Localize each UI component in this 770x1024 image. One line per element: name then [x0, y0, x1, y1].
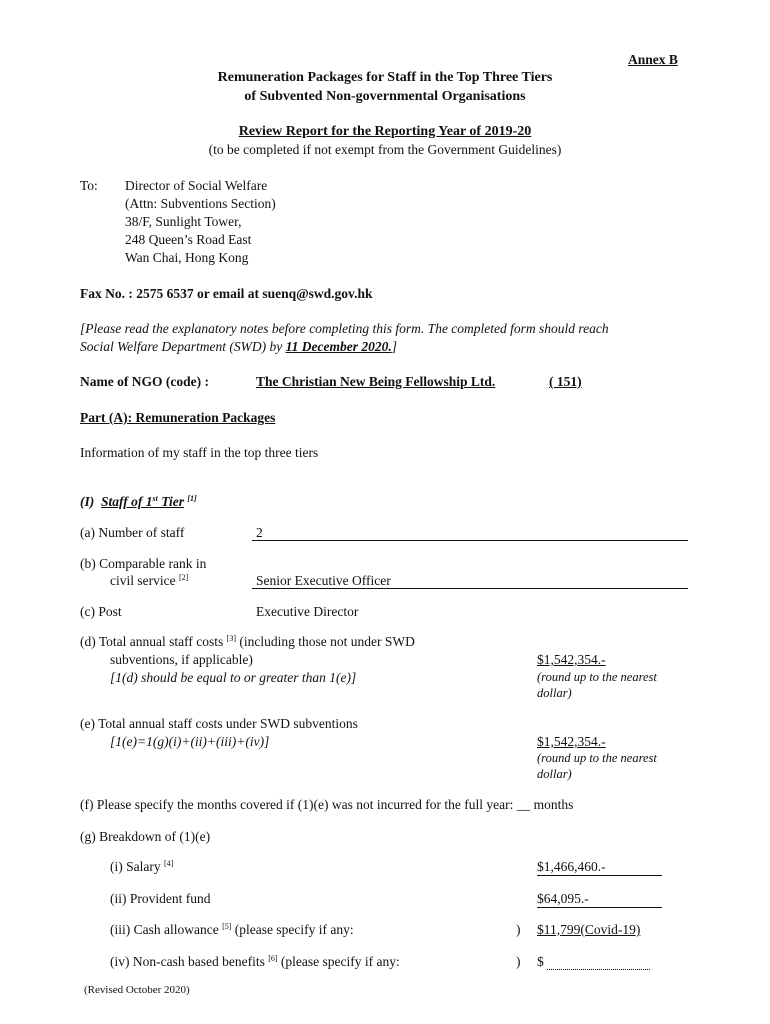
field-d-label-2: subventions, if applicable)	[110, 652, 253, 667]
tier-heading	[80, 494, 197, 510]
address-line: 248 Queen’s Road East	[125, 232, 252, 247]
field-g-iii-label-a: (iii) Cash allowance	[110, 922, 223, 937]
address-line: 38/F, Sunlight Tower,	[125, 214, 242, 229]
footnote-ref: [5]	[222, 922, 232, 931]
field-d-label-3: [1(d) should be equal to or greater than 1(e)]	[110, 670, 357, 685]
tier-title-sup: st	[152, 494, 158, 503]
tier-title	[101, 494, 184, 509]
field-g-i-value: $1,466,460.-	[537, 859, 606, 874]
info-text: Information of my staff in the top three tiers	[80, 445, 319, 460]
address-line: (Attn: Subventions Section)	[125, 196, 276, 211]
footnote-ref: [2]	[178, 573, 189, 582]
footnote-ref: [3]	[226, 634, 236, 643]
field-e-hint-1: (round up to the nearest	[537, 751, 657, 765]
field-e-value: $1,542,354.-	[537, 734, 606, 749]
field-d-value: $1,542,354.-	[537, 652, 606, 667]
instructions-line-2	[80, 339, 397, 355]
field-a-label: (a) Number of staff	[80, 525, 185, 540]
field-e-hint-2: dollar)	[537, 767, 572, 781]
field-g-iv-label-a: (iv) Non-cash based benefits	[110, 954, 269, 969]
instructions-suffix: ]	[391, 339, 397, 354]
ngo-code: ( 151)	[549, 374, 582, 389]
address-line: Director of Social Welfare	[125, 178, 268, 193]
instructions-line-1: [Please read the explanatory notes before completing this form. The completed form should reach	[80, 321, 609, 336]
footnote-ref: [6]	[268, 954, 278, 963]
field-e-label-2: [1(e)=1(g)(i)+(ii)+(iii)+(iv)]	[110, 734, 270, 749]
field-d-label-1	[80, 634, 415, 650]
field-g-i-underline	[537, 875, 662, 876]
field-c-label: (c) Post	[80, 604, 122, 619]
field-d-hint-2: dollar)	[537, 686, 572, 700]
title-line-1: Remuneration Packages for Staff in the Top Three Tiers	[217, 70, 553, 85]
field-g-iii-value: $11,799(Covid-19)	[537, 922, 641, 937]
report-note: (to be completed if not exempt from the Government Guidelines)	[208, 142, 562, 157]
field-b-label-text: civil service	[110, 573, 176, 588]
report-heading: Review Report for the Reporting Year of 2019-20	[238, 124, 532, 139]
field-g-iv-paren: )	[516, 954, 521, 969]
field-g-label: (g) Breakdown of (1)(e)	[80, 829, 211, 844]
deadline-date: 11 December 2020.	[285, 339, 392, 354]
field-g-i-label	[110, 859, 173, 875]
field-g-i-label-text: (i) Salary	[110, 859, 164, 874]
field-f-label-text: (f) Please specify the months covered if (1)(e) was not incurred for the full year:	[80, 797, 514, 812]
field-g-ii-underline	[537, 907, 662, 908]
field-g-iv-label	[110, 954, 400, 970]
revision-footer: (Revised October 2020)	[84, 984, 190, 996]
annex-label: Annex B	[628, 52, 678, 67]
field-g-iv-blank-line	[547, 969, 650, 970]
field-g-iv-value: $	[537, 954, 544, 969]
field-c-value: Executive Director	[256, 604, 359, 619]
field-b-value: Senior Executive Officer	[256, 573, 391, 588]
field-e-label-1: (e) Total annual staff costs under SWD subventions	[80, 716, 358, 731]
address-line: Wan Chai, Hong Kong	[125, 250, 249, 265]
field-b-label-1: (b) Comparable rank in	[80, 556, 207, 571]
footnote-ref: [1]	[187, 494, 197, 503]
field-b-label-2	[110, 573, 188, 589]
footnote-ref: [4]	[163, 859, 174, 868]
tier-title-tail: Tier	[157, 494, 184, 509]
ngo-name: The Christian New Being Fellowship Ltd.	[256, 374, 496, 389]
field-a-value: 2	[256, 525, 263, 540]
title-line-2: of Subvented Non-governmental Organisations	[244, 89, 526, 104]
field-d-hint-1: (round up to the nearest	[537, 670, 657, 684]
instructions-prefix: Social Welfare Department (SWD) by	[80, 339, 286, 354]
field-b-underline	[252, 588, 688, 589]
field-d-label-text-a: (d) Total annual staff costs	[80, 634, 227, 649]
field-g-ii-value: $64,095.-	[537, 891, 589, 906]
field-a-underline	[252, 540, 688, 541]
field-d-label-text-b: (including those not under SWD	[235, 634, 415, 649]
to-label: To:	[80, 178, 98, 193]
field-g-iii-label	[110, 922, 354, 938]
field-f-blank: __	[516, 797, 531, 812]
field-f-unit: months	[533, 797, 574, 812]
fax-line: Fax No. : 2575 6537 or email at suenq@swd.gov.hk	[80, 286, 373, 301]
tier-number: (I)	[80, 494, 95, 509]
field-g-iv-label-b: (please specify if any:	[277, 954, 400, 969]
part-a-heading: Part (A): Remuneration Packages	[80, 410, 276, 425]
ngo-label: Name of NGO (code) :	[80, 374, 209, 389]
field-f-label	[80, 797, 573, 813]
field-g-iii-paren: )	[516, 922, 521, 937]
field-g-ii-label: (ii) Provident fund	[110, 891, 211, 906]
tier-title-text: Staff of 1	[101, 494, 153, 509]
field-g-iii-label-b: (please specify if any:	[231, 922, 354, 937]
